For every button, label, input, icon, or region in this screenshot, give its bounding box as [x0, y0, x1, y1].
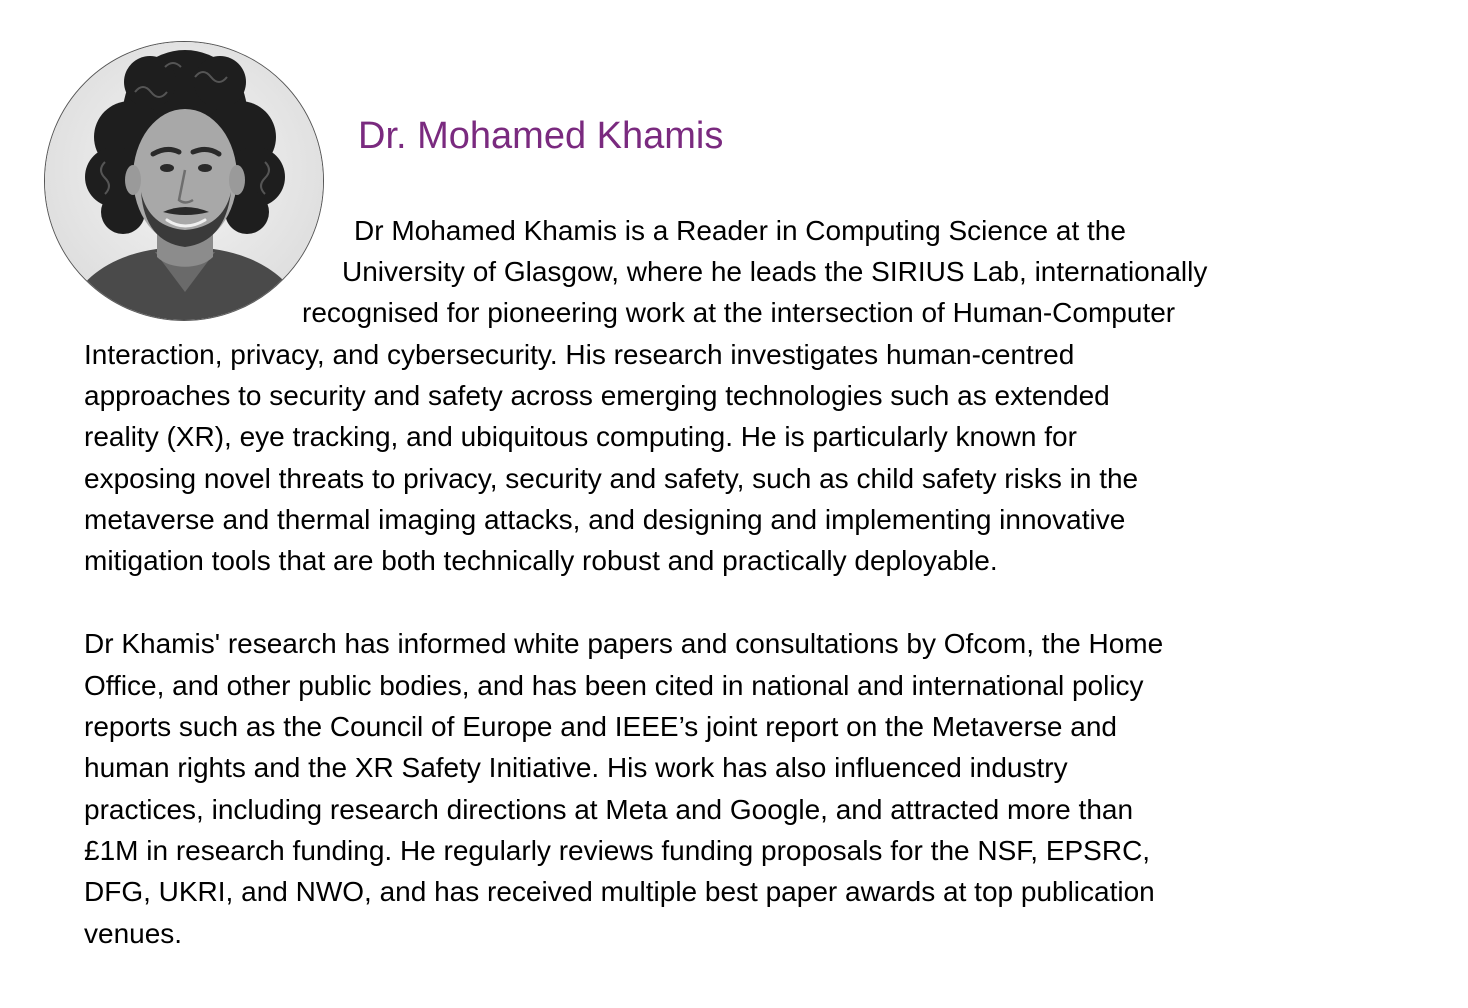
bio-line: venues. [84, 918, 183, 949]
bio-line: exposing novel threats to privacy, security and safety, such as child safety risks in the [84, 463, 1139, 494]
profile-photo [44, 41, 324, 321]
bio-line: Interaction, privacy, and cybersecurity. His research investigates human-centred [84, 339, 1075, 370]
bio-line: mitigation tools that are both technically robust and practically deployable. [84, 545, 998, 576]
bio-line: £1M in research funding. He regularly reviews funding proposals for the NSF, EPSRC, [84, 835, 1151, 866]
portrait-photo-icon [45, 42, 324, 321]
bio-line: metaverse and thermal imaging attacks, and designing and implementing innovative [84, 504, 1126, 535]
person-name: Dr. Mohamed Khamis [358, 115, 724, 157]
bio-line: Dr Khamis' research has informed white papers and consultations by Ofcom, the Home [84, 628, 1164, 659]
bio-line: DFG, UKRI, and NWO, and has received multiple best paper awards at top publication [84, 876, 1155, 907]
bio-line: practices, including research directions at Meta and Google, and attracted more than [84, 794, 1134, 825]
bio-line: recognised for pioneering work at the intersection of Human-Computer [302, 297, 1176, 328]
bio-line: reports such as the Council of Europe and IEEE’s joint report on the Metaverse and [84, 711, 1117, 742]
bio-line: Office, and other public bodies, and has been cited in national and international policy [84, 670, 1144, 701]
bio-line: human rights and the XR Safety Initiative. His work has also influenced industry [84, 752, 1068, 783]
bio-line: Dr Mohamed Khamis is a Reader in Computing Science at the [354, 215, 1126, 246]
bio-line: approaches to security and safety across emerging technologies such as extended [84, 380, 1110, 411]
bio-line: reality (XR), eye tracking, and ubiquitous computing. He is particularly known for [84, 421, 1077, 452]
bio-line: University of Glasgow, where he leads the SIRIUS Lab, internationally [342, 256, 1208, 287]
